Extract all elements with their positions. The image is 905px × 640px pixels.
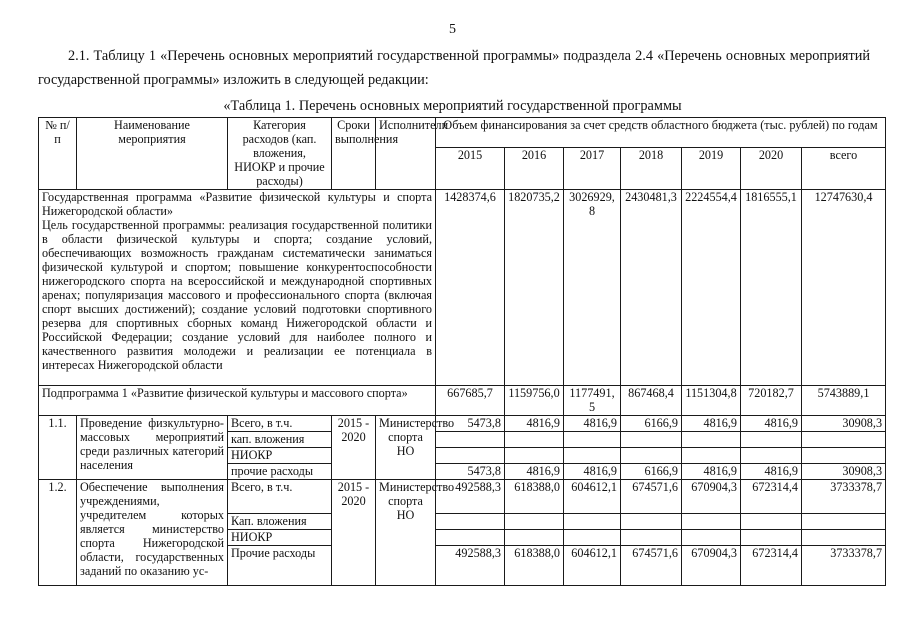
item-value (436, 448, 505, 464)
item-value (505, 514, 564, 530)
subprogram-title: Подпрограмма 1 «Развитие физической культуры и массового спорта» (39, 386, 436, 416)
intro-paragraph: 2.1. Таблицу 1 «Перечень основных мероприятий государственной программы» подраздела 2.4 «Перечень основных мероприятий государственной программы» изложить в следующей редакции: (38, 48, 870, 88)
item-total: 3733378,7 (802, 546, 886, 586)
item-value (436, 514, 505, 530)
program-goal: Цель государственной программы: реализация государственной политики в области физической культуры и спорта; создание условий, обеспечивающих возможность гражданам систематически заниматься физической культурой и спортом; повышение конкурентоспособности нижегородского спорта на всероссийской и международной спортивных аренах; популяризация массового и профессионального спорта (включая спорт высших достижений); создание условий подготовки спортивного резерва для спортивных сборных команд Нижегородской области и Российской Федерации; создание условий для наиболее полного и качественного развития молодежи и реализации ее потенциала в интересах Нижегородской области (42, 218, 432, 372)
program-value: 3026929,8 (564, 190, 621, 386)
item-value (741, 514, 802, 530)
item-executor: Министерство спорта НО (376, 416, 436, 480)
header-year: 2017 (564, 148, 621, 190)
item-value: 4816,9 (564, 416, 621, 432)
header-funding: Объем финансирования за счет средств областного бюджета (тыс. рублей) по годам (436, 118, 886, 148)
item-value (564, 514, 621, 530)
header-category: Категория расходов (кап. вложения, НИОКР и прочие расходы) (228, 118, 332, 190)
item-value: 672314,4 (741, 480, 802, 514)
program-value: 1428374,6 (436, 190, 505, 386)
subprogram-value: 667685,7 (436, 386, 505, 416)
program-value: 1816555,1 (741, 190, 802, 386)
item-category: Прочие расходы (228, 546, 332, 586)
item-value: 670904,3 (682, 546, 741, 586)
item-value (505, 432, 564, 448)
item-value (682, 530, 741, 546)
item-value (564, 432, 621, 448)
item-total (802, 432, 886, 448)
item-name: Проведение физкультурно-массовых мероприятий среди различных категорий населения (77, 416, 228, 480)
item-value: 672314,4 (741, 546, 802, 586)
page-number: 5 (449, 22, 456, 37)
item-value (436, 432, 505, 448)
item-value: 5473,8 (436, 464, 505, 480)
item-value (621, 514, 682, 530)
item-value (741, 530, 802, 546)
header-total: всего (802, 148, 886, 190)
item-value: 6166,9 (621, 464, 682, 480)
program-value: 2430481,3 (621, 190, 682, 386)
item-num: 1.2. (39, 480, 77, 586)
program-value: 2224554,4 (682, 190, 741, 386)
item-row (39, 416, 886, 432)
program-row (39, 190, 886, 386)
header-year: 2020 (741, 148, 802, 190)
item-category: НИОКР (228, 530, 332, 546)
subprogram-row (39, 386, 886, 416)
item-category: Кап. вложения (228, 514, 332, 530)
item-value: 618388,0 (505, 546, 564, 586)
header-year: 2018 (621, 148, 682, 190)
activities-table (38, 117, 886, 586)
item-value (436, 530, 505, 546)
subprogram-total: 5743889,1 (802, 386, 886, 416)
item-value: 6166,9 (621, 416, 682, 432)
header-terms: Сроки выполнения (332, 118, 376, 190)
item-value: 670904,3 (682, 480, 741, 514)
item-value: 5473,8 (436, 416, 505, 432)
header-executors: Исполнители (376, 118, 436, 190)
item-category: прочие расходы (228, 464, 332, 480)
item-value (741, 432, 802, 448)
header-name: Наименование мероприятия (77, 118, 228, 190)
header-num: № п/п (39, 118, 77, 190)
header-year: 2015 (436, 148, 505, 190)
item-category: кап. вложения (228, 432, 332, 448)
header-row-1 (39, 118, 886, 148)
item-value (505, 530, 564, 546)
item-value (505, 448, 564, 464)
item-terms: 2015 - 2020 (332, 480, 376, 586)
table-title: «Таблица 1. Перечень основных мероприятий государственной программы (223, 98, 682, 114)
item-value: 4816,9 (564, 464, 621, 480)
item-total (802, 448, 886, 464)
item-category: Всего, в т.ч. (228, 416, 332, 432)
item-value: 674571,6 (621, 546, 682, 586)
item-value: 618388,0 (505, 480, 564, 514)
header-year: 2016 (505, 148, 564, 190)
program-total: 12747630,4 (802, 190, 886, 386)
item-row (39, 480, 886, 514)
subprogram-value: 867468,4 (621, 386, 682, 416)
item-category: НИОКР (228, 448, 332, 464)
item-category: Всего, в т.ч. (228, 480, 332, 514)
item-total: 3733378,7 (802, 480, 886, 514)
item-value (564, 448, 621, 464)
item-value (621, 530, 682, 546)
item-name: Обеспечение выполнения учреждениями, учредителем которых является министерство спорта Нижегородской области, государственных заданий по оказанию ус- (77, 480, 228, 586)
subprogram-value: 1159756,0 (505, 386, 564, 416)
program-title: Государственная программа «Развитие физической культуры и спорта Нижегородской области» (42, 190, 432, 218)
program-value: 1820735,2 (505, 190, 564, 386)
item-value (621, 448, 682, 464)
item-value: 492588,3 (436, 480, 505, 514)
subprogram-value: 1151304,8 (682, 386, 741, 416)
item-value (682, 432, 741, 448)
item-value: 604612,1 (564, 546, 621, 586)
item-value (564, 530, 621, 546)
item-num: 1.1. (39, 416, 77, 480)
item-total: 30908,3 (802, 464, 886, 480)
item-executor: Министерство спорта НО (376, 480, 436, 586)
item-value: 4816,9 (682, 464, 741, 480)
subprogram-value: 720182,7 (741, 386, 802, 416)
program-cell (39, 190, 436, 386)
item-total (802, 530, 886, 546)
item-value: 4816,9 (505, 416, 564, 432)
item-total: 30908,3 (802, 416, 886, 432)
item-value: 4816,9 (682, 416, 741, 432)
item-terms: 2015 - 2020 (332, 416, 376, 480)
item-value: 492588,3 (436, 546, 505, 586)
item-total (802, 514, 886, 530)
item-value (682, 514, 741, 530)
item-value: 4816,9 (741, 416, 802, 432)
item-value: 4816,9 (505, 464, 564, 480)
header-year: 2019 (682, 148, 741, 190)
item-value: 4816,9 (741, 464, 802, 480)
item-value (682, 448, 741, 464)
item-value (621, 432, 682, 448)
item-value: 604612,1 (564, 480, 621, 514)
item-value (741, 448, 802, 464)
item-value: 674571,6 (621, 480, 682, 514)
subprogram-value: 1177491,5 (564, 386, 621, 416)
